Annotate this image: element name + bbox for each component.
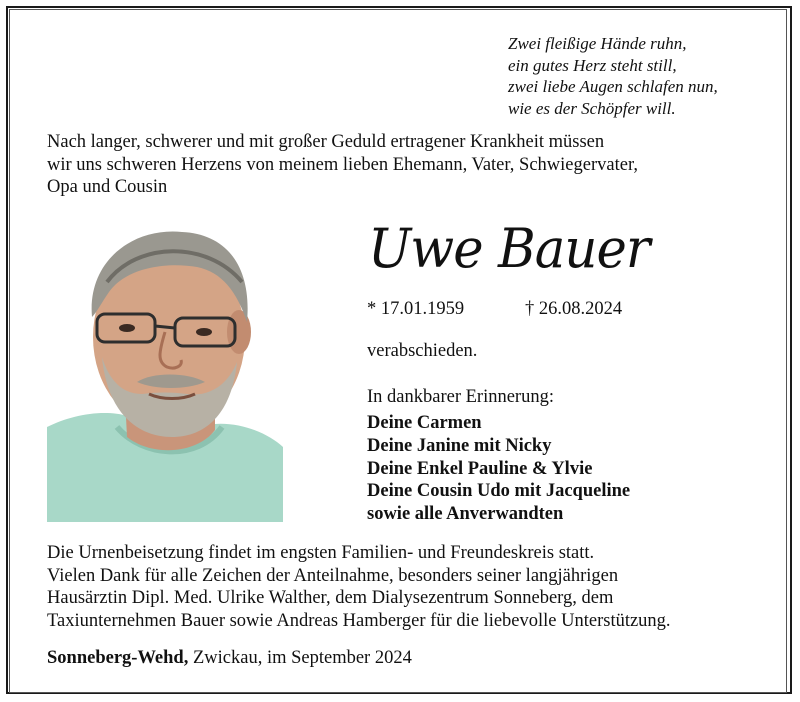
life-dates bbox=[367, 299, 623, 320]
intro-line: wir uns schweren Herzens von meinem lieben Ehemann, Vater, Schwiegervater, bbox=[47, 154, 638, 175]
mourner: Deine Janine mit Nicky bbox=[367, 435, 552, 456]
poem-line: zwei liebe Augen schlafen nun, bbox=[508, 77, 718, 96]
farewell-text: verabschieden. bbox=[367, 341, 478, 361]
signature-place: Sonneberg-Wehd, bbox=[47, 648, 189, 668]
poem-line: wie es der Schöpfer will. bbox=[508, 98, 676, 118]
intro-text bbox=[47, 131, 767, 199]
closing-text bbox=[47, 542, 767, 632]
thanks-line: Taxiunternehmen Bauer sowie Andreas Hamberger für die liebevolle Unterstützung. bbox=[47, 610, 671, 631]
mourner: sowie alle Anverwandten bbox=[367, 504, 564, 525]
mourner: Deine Enkel Pauline & Ylvie bbox=[367, 458, 593, 479]
thanks-line: Hausärztin Dipl. Med. Ulrike Walther, dem Dialysezentrum Sonneberg, dem bbox=[47, 588, 614, 608]
poem-line: Zwei fleißige Hände ruhn, bbox=[508, 34, 687, 53]
death-date: † 26.08.2024 bbox=[525, 299, 623, 319]
mourner: Deine Carmen bbox=[367, 413, 482, 433]
signature-line bbox=[47, 648, 412, 669]
deceased-name: Uwe Bauer bbox=[368, 217, 650, 280]
poem bbox=[508, 33, 718, 119]
memory-heading: In dankbarer Erinnerung: bbox=[367, 387, 554, 407]
portrait-illustration bbox=[47, 222, 283, 522]
intro-line: Nach langer, schwerer und mit großer Geduld ertragener Krankheit müssen bbox=[47, 132, 605, 152]
burial-notice: Die Urnenbeisetzung findet im engsten Familien- und Freundeskreis statt. bbox=[47, 543, 595, 563]
intro-line: Opa und Cousin bbox=[47, 177, 168, 197]
signature-rest: Zwickau, im September 2024 bbox=[188, 648, 412, 668]
poem-line: ein gutes Herz steht still, bbox=[508, 55, 677, 75]
mourners-list bbox=[367, 412, 630, 526]
mourner: Deine Cousin Udo mit Jacqueline bbox=[367, 481, 631, 502]
portrait-photo bbox=[47, 222, 283, 522]
birth-date: * 17.01.1959 bbox=[367, 299, 465, 319]
thanks-line: Vielen Dank für alle Zeichen der Anteilnahme, besonders seiner langjährigen bbox=[47, 565, 619, 586]
